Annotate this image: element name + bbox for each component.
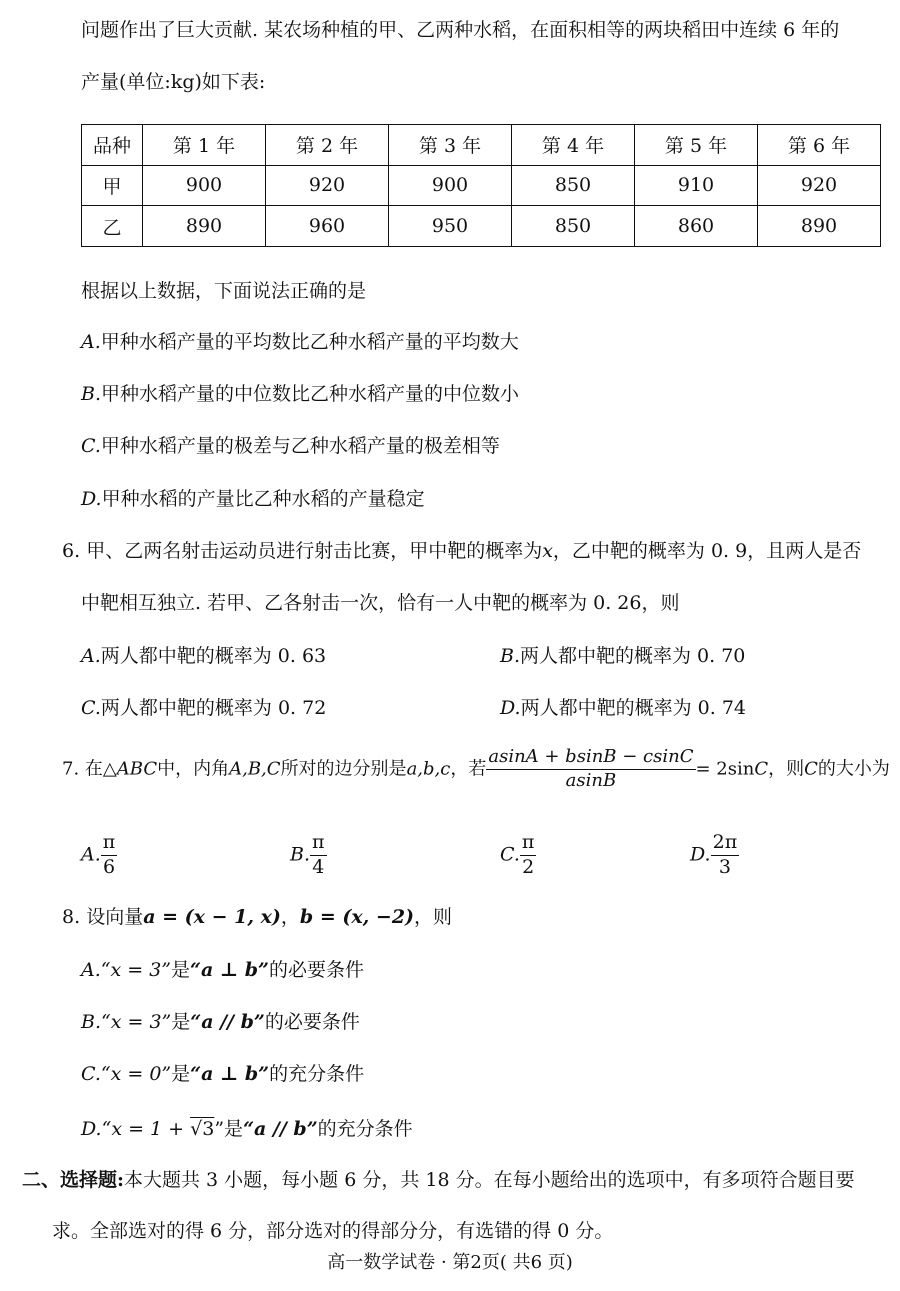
q8-option-a	[81, 961, 364, 980]
q6-text-a: 甲、乙两名射击运动员进行射击比赛，甲中靶的概率为	[86, 540, 543, 562]
table-cell: 乙	[82, 206, 143, 247]
option-label: D.	[690, 843, 711, 866]
option-fraction	[520, 833, 537, 878]
q8-option-d	[81, 1120, 413, 1139]
option-text: 是	[224, 1118, 244, 1140]
option-relation: “a // b”	[243, 1118, 318, 1140]
option-text: 是	[171, 1011, 191, 1033]
q6-option-d	[500, 699, 746, 718]
q7-option-d	[690, 833, 739, 878]
table-cell: 甲	[82, 165, 143, 206]
q7-option-c	[500, 833, 536, 878]
option-label: C.	[81, 697, 101, 719]
option-text: 甲种水稻产量的极差与乙种水稻产量的极差相等	[100, 435, 500, 457]
q6-var-x: x	[542, 540, 553, 562]
option-text: 的充分条件	[317, 1118, 413, 1140]
q7-angles: A,B,C	[229, 758, 281, 780]
option-condition: “x = 3”	[100, 959, 171, 981]
intro-line-2: 产量(单位:kg)如下表:	[81, 71, 266, 93]
option-text: 甲种水稻产量的平均数比乙种水稻产量的平均数大	[100, 331, 519, 353]
option-label: D.	[81, 1118, 102, 1140]
option-fraction	[310, 833, 327, 878]
q5-option-a	[81, 333, 519, 352]
table-header-cell: 第 5 年	[635, 125, 758, 166]
q7-triangle: ABC	[116, 758, 158, 780]
option-text: 两人都中靶的概率为 0. 70	[520, 645, 746, 667]
table-cell: 950	[389, 206, 512, 247]
table-header-row	[82, 125, 881, 166]
section-title: 二、选择题:	[22, 1169, 125, 1191]
q6-option-c	[81, 699, 326, 718]
page-footer: 高一数学试卷 · 第2页( 共6 页)	[327, 1252, 573, 1273]
vector-a-definition: a = (x − 1, x)	[143, 906, 281, 928]
option-text: 两人都中靶的概率为 0. 63	[100, 645, 327, 667]
option-text: 是	[171, 1063, 191, 1085]
table-row	[82, 165, 881, 206]
option-text: 两人都中靶的概率为 0. 72	[100, 697, 327, 719]
option-label: D.	[81, 488, 102, 510]
q6-text-b: ，乙中靶的概率为 0. 9，且两人是否	[552, 540, 862, 562]
intro-line-1: 问题作出了巨大贡献. 某农场种植的甲、乙两种水稻，在面积相等的两块稻田中连续 6 年的	[81, 19, 840, 41]
option-text: 甲种水稻的产量比乙种水稻的产量稳定	[101, 488, 425, 510]
fraction-denominator: 6	[102, 855, 116, 878]
q5-option-d	[81, 490, 425, 509]
fraction-numerator: asinA + bsinB − csinC	[486, 748, 695, 770]
q7-text: 中，内角	[157, 758, 230, 780]
table-cell: 850	[512, 165, 635, 206]
q8-option-c	[81, 1065, 364, 1084]
q7-text: 所对的边分别是	[280, 758, 407, 780]
option-label: B.	[81, 1011, 102, 1033]
q7-var: C	[754, 758, 769, 780]
table-cell: 900	[389, 165, 512, 206]
table-cell: 860	[635, 206, 758, 247]
fraction-denominator: asinB	[565, 769, 617, 791]
fraction-numerator: π	[520, 833, 537, 856]
table-cell: 910	[635, 165, 758, 206]
table-header-cell: 第 1 年	[143, 125, 266, 166]
table-header-cell: 第 2 年	[266, 125, 389, 166]
table-header-cell: 第 6 年	[758, 125, 881, 166]
q7-option-a	[81, 833, 117, 878]
option-relation: “a ⊥ b”	[190, 959, 269, 981]
q7-var: C	[804, 758, 818, 780]
question-number: 7.	[62, 758, 80, 780]
option-condition: “x = 1 +	[101, 1118, 191, 1140]
q7-stem	[62, 748, 890, 791]
option-condition: “x = 0”	[100, 1063, 172, 1085]
fraction-numerator: 2π	[711, 833, 740, 856]
yield-table	[81, 124, 881, 247]
option-condition: ”	[214, 1118, 225, 1140]
table-header-cell: 第 3 年	[389, 125, 512, 166]
q8-text: 设向量	[86, 906, 144, 928]
table-cell: 960	[266, 206, 389, 247]
fraction-numerator: π	[101, 833, 118, 856]
q7-text: 的大小为	[817, 758, 890, 780]
option-text: 是	[171, 959, 191, 981]
option-relation: “a // b”	[190, 1011, 265, 1033]
vector-b-definition: b = (x, −2)	[299, 906, 415, 928]
option-label: A.	[81, 959, 101, 981]
option-text: 甲种水稻产量的中位数比乙种水稻产量的中位数小	[101, 383, 520, 405]
option-label: A.	[81, 843, 101, 866]
option-condition-root: √3	[190, 1118, 215, 1140]
q7-option-b	[290, 833, 327, 878]
option-text: 两人都中靶的概率为 0. 74	[520, 697, 746, 719]
question-number: 8.	[62, 906, 81, 928]
q7-fraction	[486, 748, 695, 791]
option-label: D.	[500, 697, 521, 719]
q7-text: ，则	[768, 758, 805, 780]
option-text: 的必要条件	[268, 959, 364, 981]
q7-text: ，若	[450, 758, 487, 780]
option-fraction	[711, 833, 740, 878]
option-condition: “x = 3”	[101, 1011, 172, 1033]
section-2-line-2: 求。全部选对的得 6 分，部分选对的得部分分，有选错的得 0 分。	[52, 1220, 614, 1242]
q6-option-b	[500, 647, 745, 666]
section-text: 本大题共 3 小题，每小题 6 分，共 18 分。在每小题给出的选项中，有多项符合题目要	[124, 1169, 855, 1191]
option-text: 的充分条件	[269, 1063, 365, 1085]
option-label: A.	[81, 645, 101, 667]
table-header-cell: 品种	[82, 125, 143, 166]
table-cell: 850	[512, 206, 635, 247]
option-label: C.	[81, 435, 101, 457]
q6-line-1	[62, 542, 861, 561]
question-number: 6.	[62, 540, 81, 562]
q7-sides: a,b,c	[406, 758, 451, 780]
q7-text: = 2sin	[695, 758, 755, 780]
q8-option-b	[81, 1013, 360, 1032]
q8-text: ，	[280, 906, 300, 928]
fraction-denominator: 4	[312, 855, 325, 878]
option-label: C.	[500, 843, 520, 866]
table-cell: 920	[266, 165, 389, 206]
option-text: 的必要条件	[264, 1011, 360, 1033]
table-cell: 900	[143, 165, 266, 206]
fraction-numerator: π	[310, 833, 327, 856]
q5-option-b	[81, 385, 519, 404]
table-cell: 890	[143, 206, 266, 247]
q7-text: 在△	[84, 758, 117, 780]
option-label: B.	[290, 843, 311, 866]
fraction-denominator: 3	[718, 855, 731, 878]
table-cell: 920	[758, 165, 881, 206]
q6-line-2: 中靶相互独立. 若甲、乙各射击一次，恰有一人中靶的概率为 0. 26，则	[81, 592, 680, 614]
q6-option-a	[81, 647, 326, 666]
option-relation: “a ⊥ b”	[190, 1063, 270, 1085]
q5-option-c	[81, 437, 500, 456]
option-label: C.	[81, 1063, 101, 1085]
table-row	[82, 206, 881, 247]
fraction-denominator: 2	[522, 855, 535, 878]
option-label: B.	[81, 383, 102, 405]
q5-stem: 根据以上数据，下面说法正确的是	[81, 280, 367, 302]
table-cell: 890	[758, 206, 881, 247]
option-label: B.	[500, 645, 521, 667]
section-2-line-1	[22, 1171, 855, 1190]
option-fraction	[101, 833, 118, 878]
q8-stem	[62, 908, 452, 927]
table-header-cell: 第 4 年	[512, 125, 635, 166]
option-label: A.	[81, 331, 101, 353]
q8-text: ，则	[414, 906, 453, 928]
